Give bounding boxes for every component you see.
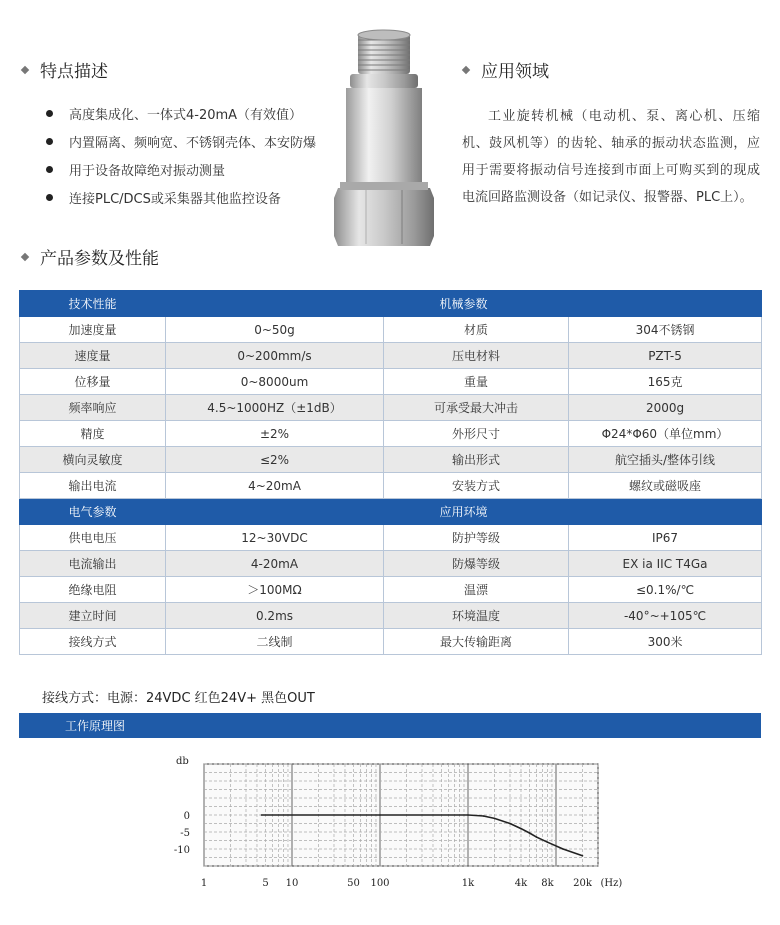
param-name-cell: 加速度量 — [20, 317, 166, 343]
response-data-point — [547, 841, 549, 843]
param-name-cell: 速度量 — [20, 343, 166, 369]
param-value-cell: Φ24*Φ60（单位mm） — [569, 421, 762, 447]
section-left-header: 技术性能 — [20, 291, 166, 317]
param-value-cell: 螺纹或磁吸座 — [569, 473, 762, 499]
diamond-bullet-icon — [21, 252, 29, 260]
response-data-point — [509, 823, 511, 825]
section-left-header: 电气参数 — [20, 499, 166, 525]
param-value-cell: 12~30VDC — [166, 525, 384, 551]
feature-item — [46, 160, 225, 179]
response-data-point — [520, 828, 522, 830]
param-name-cell: 防爆等级 — [384, 551, 569, 577]
response-data-point — [379, 814, 381, 816]
feature-text: 内置隔离、频响宽、不锈钢壳体、本安防爆 — [69, 136, 317, 151]
param-name-cell: 位移量 — [20, 369, 166, 395]
y-tick-label: -5 — [180, 828, 190, 839]
response-data-point — [261, 814, 263, 816]
x-tick-label: 20k — [573, 878, 592, 889]
bullet-dot-icon — [46, 194, 53, 201]
feature-text: 用于设备故障绝对振动测量 — [69, 164, 226, 179]
param-name-cell: 环境温度 — [384, 603, 569, 629]
table-row — [20, 577, 762, 603]
application-heading — [463, 57, 549, 82]
response-data-point — [483, 815, 485, 817]
section-right-header: 应用环境 — [166, 499, 762, 525]
param-value-cell: 165克 — [569, 369, 762, 395]
param-value-cell: 4-20mA — [166, 551, 384, 577]
spec-section-header — [20, 499, 762, 525]
param-value-cell: 304不锈钢 — [569, 317, 762, 343]
param-value-cell: 0~50g — [166, 317, 384, 343]
response-data-point — [529, 832, 531, 834]
param-value-cell: 航空插头/整体引线 — [569, 447, 762, 473]
application-description: 工业旋转机械（电动机、泵、离心机、压缩机、鼓风机等）的齿轮、轴承的振动状态监测，应用于需要将振动信号连接到市面上可购买到的现成电流回路监测设备（如记录仪、报警器、PLC上）。 — [462, 109, 760, 205]
feature-item — [46, 188, 281, 207]
response-data-point — [582, 855, 584, 857]
param-value-cell: 4.5~1000HZ（±1dB） — [166, 395, 384, 421]
table-row — [20, 629, 762, 655]
table-row — [20, 395, 762, 421]
param-value-cell: -40°~+105℃ — [569, 603, 762, 629]
param-name-cell: 供电电压 — [20, 525, 166, 551]
params-title: 产品参数及性能 — [40, 249, 159, 269]
table-row — [20, 421, 762, 447]
feature-text: 高度集成化、一体式4-20mA（有效值） — [69, 108, 303, 123]
x-axis-unit-label: (Hz) — [600, 878, 623, 889]
y-tick-label: 0 — [183, 811, 190, 822]
param-name-cell: 重量 — [384, 369, 569, 395]
param-name-cell: 防护等级 — [384, 525, 569, 551]
x-tick-label: 100 — [370, 878, 390, 889]
param-name-cell: 精度 — [20, 421, 166, 447]
table-row — [20, 447, 762, 473]
param-value-cell: 0~8000um — [166, 369, 384, 395]
diamond-bullet-icon — [462, 65, 470, 73]
diamond-bullet-icon — [21, 65, 29, 73]
param-value-cell: 2000g — [569, 395, 762, 421]
bullet-dot-icon — [46, 138, 53, 145]
x-tick-label: 1k — [461, 878, 475, 889]
principle-title: 工作原理图 — [65, 719, 126, 733]
table-row — [20, 603, 762, 629]
application-title: 应用领域 — [481, 62, 549, 82]
principle-header — [19, 713, 761, 738]
param-name-cell: 温漂 — [384, 577, 569, 603]
param-name-cell: 压电材料 — [384, 343, 569, 369]
x-tick-label: 5 — [262, 878, 269, 889]
y-axis-label: db — [176, 756, 189, 767]
param-name-cell: 可承受最大冲击 — [384, 395, 569, 421]
response-data-point — [536, 836, 538, 838]
param-name-cell: 输出形式 — [384, 447, 569, 473]
y-tick-label: -10 — [173, 845, 190, 856]
table-row — [20, 525, 762, 551]
section-right-header: 机械参数 — [166, 291, 762, 317]
params-heading — [22, 244, 159, 269]
response-data-point — [494, 818, 496, 820]
param-value-cell: ≤0.1%/℃ — [569, 577, 762, 603]
table-row — [20, 551, 762, 577]
feature-item — [46, 132, 316, 151]
x-tick-label: 8k — [541, 878, 554, 889]
param-name-cell: 材质 — [384, 317, 569, 343]
param-name-cell: 输出电流 — [20, 473, 166, 499]
param-value-cell: EX ia IIC T4Ga — [569, 551, 762, 577]
param-name-cell: 频率响应 — [20, 395, 166, 421]
param-name-cell: 电流输出 — [20, 551, 166, 577]
param-name-cell: 绝缘电阻 — [20, 577, 166, 603]
wiring-note: 接线方式：电源：24VDC 红色24V+ 黑色OUT — [42, 691, 315, 706]
param-name-cell: 最大传输距离 — [384, 629, 569, 655]
table-row — [20, 369, 762, 395]
table-row — [20, 473, 762, 499]
feature-item — [46, 104, 302, 123]
response-data-point — [562, 848, 564, 850]
param-name-cell: 外形尺寸 — [384, 421, 569, 447]
param-value-cell: 4~20mA — [166, 473, 384, 499]
x-tick-label: 1 — [200, 878, 208, 889]
param-name-cell: 建立时间 — [20, 603, 166, 629]
bullet-dot-icon — [46, 166, 53, 173]
param-value-cell: ＞100MΩ — [166, 577, 384, 603]
param-value-cell: PZT-5 — [569, 343, 762, 369]
param-value-cell: ±2% — [166, 421, 384, 447]
table-row — [20, 317, 762, 343]
x-tick-label: 50 — [347, 878, 360, 889]
param-name-cell: 安装方式 — [384, 473, 569, 499]
param-name-cell: 接线方式 — [20, 629, 166, 655]
spec-section-header — [20, 291, 762, 317]
param-value-cell: ≤2% — [166, 447, 384, 473]
x-tick-label: 4k — [514, 878, 528, 889]
frequency-response-chart — [160, 752, 623, 898]
sensor-product-image — [330, 28, 438, 250]
features-heading — [22, 57, 108, 82]
param-name-cell: 横向灵敏度 — [20, 447, 166, 473]
param-value-cell: 300米 — [569, 629, 762, 655]
response-data-point — [467, 814, 469, 816]
features-title: 特点描述 — [40, 62, 108, 82]
param-value-cell: IP67 — [569, 525, 762, 551]
bullet-dot-icon — [46, 110, 53, 117]
x-tick-label: 10 — [285, 878, 299, 889]
table-row — [20, 343, 762, 369]
param-value-cell: 0~200mm/s — [166, 343, 384, 369]
feature-text: 连接PLC/DCS或采集器其他监控设备 — [69, 192, 281, 207]
param-value-cell: 二线制 — [166, 629, 384, 655]
spec-table — [19, 290, 762, 655]
param-value-cell: 0.2ms — [166, 603, 384, 629]
